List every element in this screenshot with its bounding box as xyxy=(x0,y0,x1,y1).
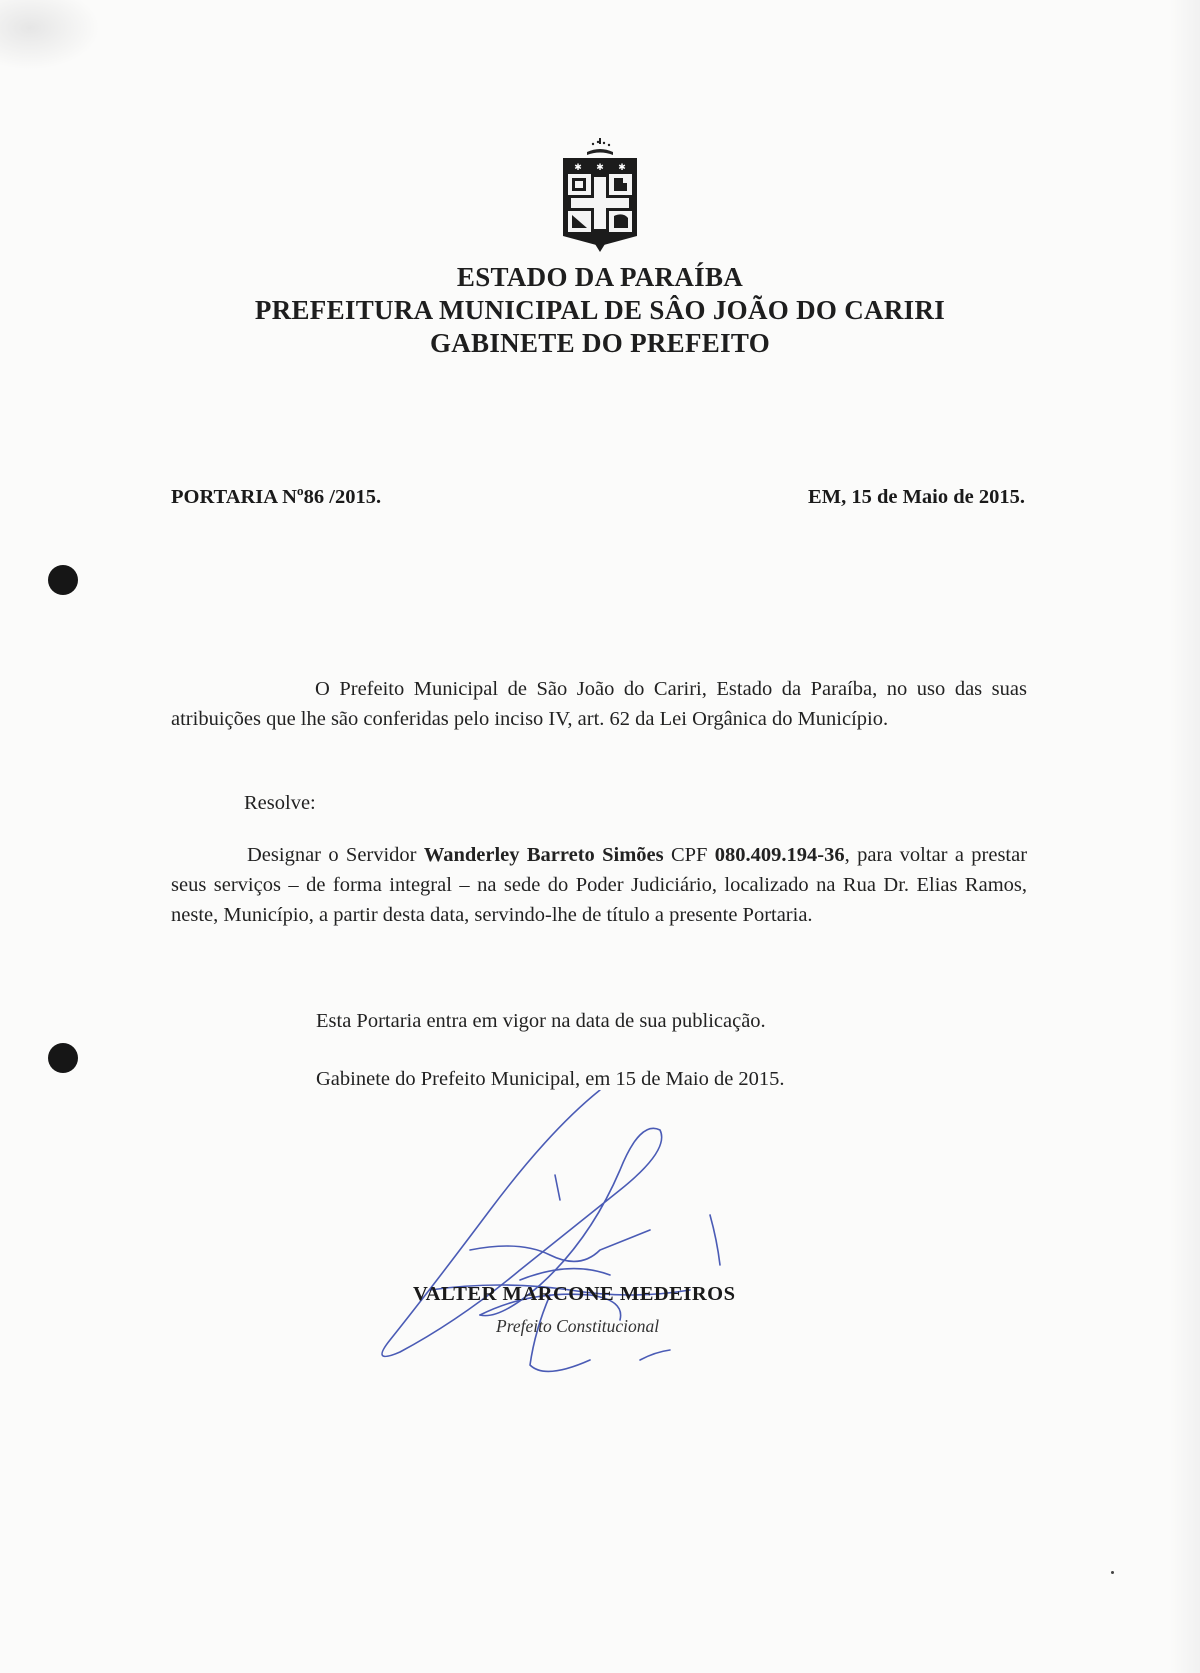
portaria-number: PORTARIA Nº86 /2015. xyxy=(171,486,382,508)
header-state: ESTADO DA PARAÍBA xyxy=(456,262,744,292)
svg-text:✱: ✱ xyxy=(618,162,626,172)
designation-rest: , para voltar a prestar seus serviços – de forma integral – na sede do Poder Judiciário, localizado na Rua Dr. Elias Ramos, neste, Município, a partir desta data, servindo-lhe de título a presente Portaria. xyxy=(171,844,1028,926)
validity-statement: Esta Portaria entra em vigor na data de sua publicação. xyxy=(316,1010,766,1032)
signer-name: VALTER MARCONE MEDEIROS xyxy=(413,1283,736,1305)
closing-statement: Gabinete do Prefeito Municipal, em 15 de Maio de 2015. xyxy=(316,1068,785,1090)
servant-name: Wanderley Barreto Simões xyxy=(423,844,664,866)
preamble-text: O Prefeito Municipal de São João do Cariri, Estado da Paraíba, no uso das suas atribuições que lhe são conferidas pelo inciso IV, art. 62 da Lei Orgânica do Município. xyxy=(171,678,1027,730)
svg-text:✱: ✱ xyxy=(574,162,582,172)
cpf-label: CPF xyxy=(670,844,708,866)
coat-of-arms-icon xyxy=(557,138,643,258)
header-office: GABINETE DO PREFEITO xyxy=(429,328,771,358)
punch-hole-top xyxy=(48,565,78,595)
cpf-number: 080.409.194-36 xyxy=(714,844,845,866)
designation-lead: Designar o Servidor xyxy=(247,844,417,866)
designation-paragraph xyxy=(171,840,1027,930)
portaria-date: EM, 15 de Maio de 2015. xyxy=(808,486,1025,508)
resolve-label: Resolve: xyxy=(244,792,316,814)
preamble-paragraph xyxy=(171,674,1027,734)
page-edge-shadow xyxy=(1170,0,1200,1673)
scan-speck xyxy=(1111,1571,1114,1574)
signer-title: Prefeito Constitucional xyxy=(496,1316,660,1336)
punch-hole-bottom xyxy=(48,1043,78,1073)
scan-smudge xyxy=(0,0,100,70)
header-municipality: PREFEITURA MUNICIPAL DE SÂO JOÃO DO CARIRI xyxy=(254,295,946,325)
svg-text:✱: ✱ xyxy=(596,162,604,172)
